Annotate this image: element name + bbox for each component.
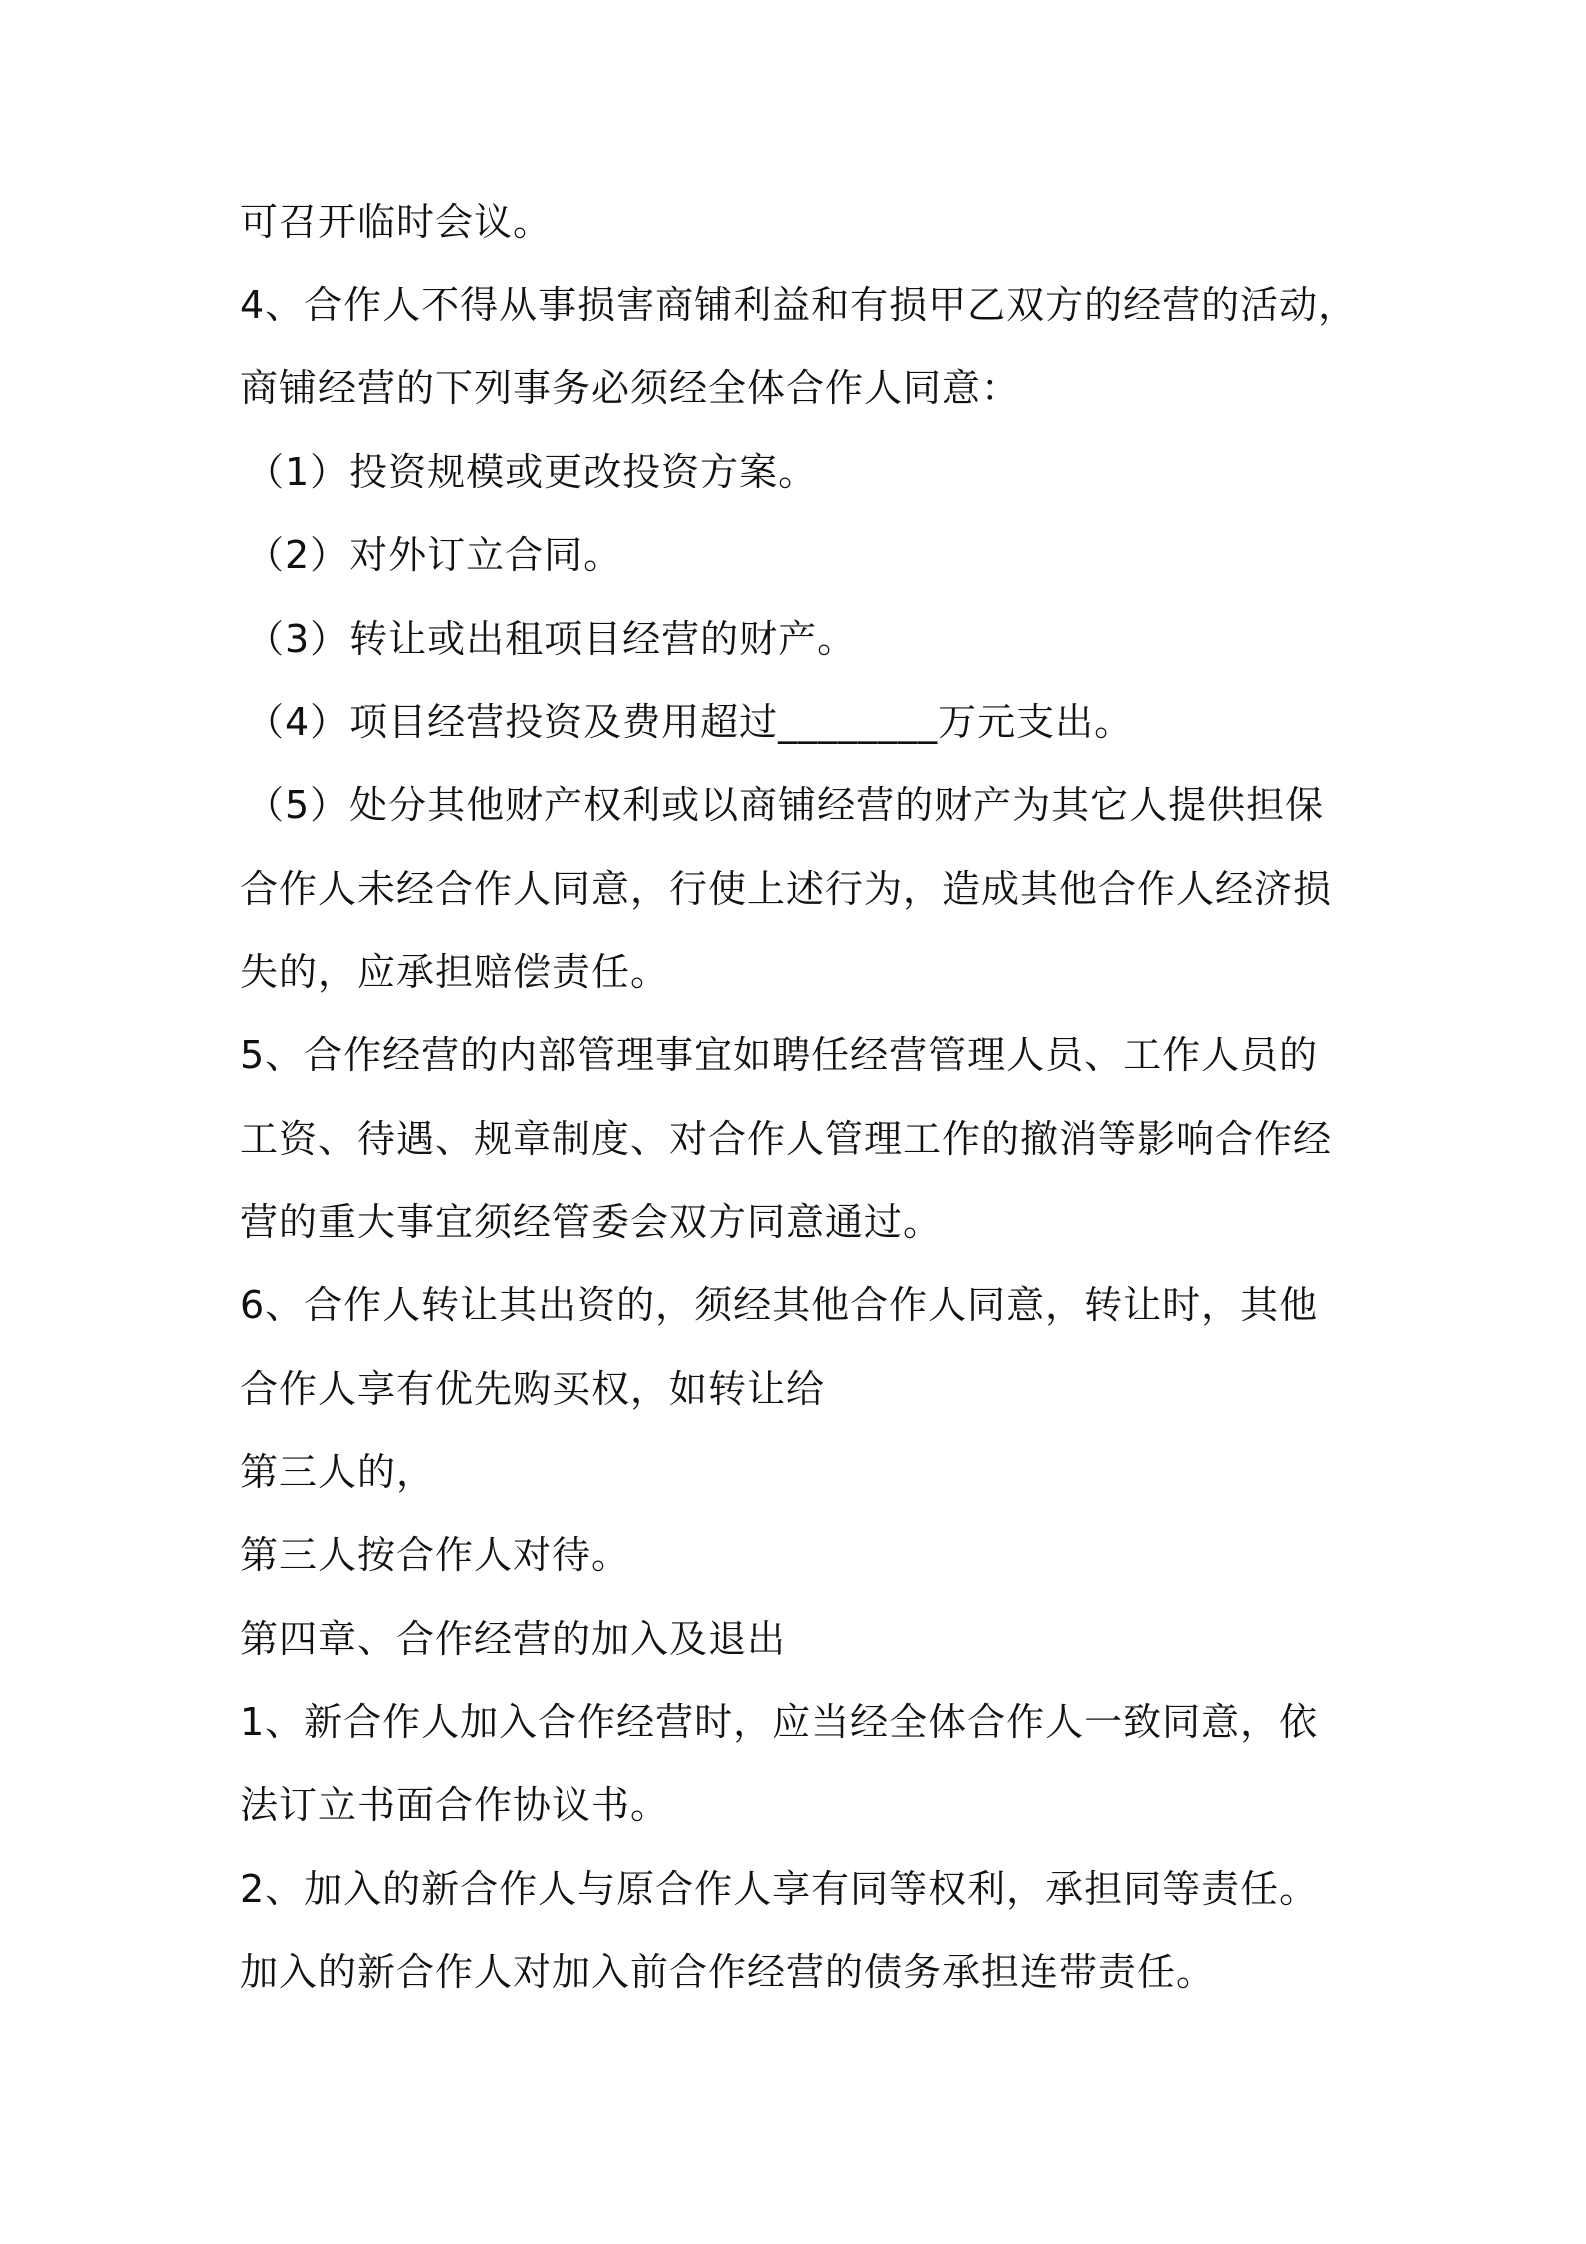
text-line: 合作人未经合作人同意，行使上述行为，造成其他合作人经济损 xyxy=(240,867,1333,911)
text-line: 可召开临时会议。 xyxy=(240,200,553,244)
list-item: （1）投资规模或更改投资方案。 xyxy=(246,450,818,494)
text-line: 5、合作经营的内部管理事宜如聘任经营管理人员、工作人员的 xyxy=(240,1033,1319,1077)
text-line: 第三人按合作人对待。 xyxy=(240,1533,631,1577)
list-item: （5）处分其他财产权利或以商铺经营的财产为其它人提供担保 xyxy=(246,783,1325,827)
text-line: 合作人享有优先购买权，如转让给 xyxy=(240,1367,826,1411)
list-item: （4）项目经营投资及费用超过________万元支出。 xyxy=(246,700,1134,744)
text-line: 法订立书面合作协议书。 xyxy=(240,1783,670,1827)
text-line: 失的，应承担赔偿责任。 xyxy=(240,950,670,994)
text-line: 加入的新合作人对加入前合作经营的债务承担连带责任。 xyxy=(240,1950,1216,1994)
text-line: 营的重大事宜须经管委会双方同意通过。 xyxy=(240,1200,943,1244)
list-item: （2）对外订立合同。 xyxy=(246,533,623,577)
list-item: （3）转让或出租项目经营的财产。 xyxy=(246,617,857,661)
chapter-heading: 第四章、合作经营的加入及退出 xyxy=(240,1617,787,1661)
text-line: 2、加入的新合作人与原合作人享有同等权利，承担同等责任。 xyxy=(240,1867,1319,1911)
text-line: 第三人的， xyxy=(240,1450,436,1494)
text-line: 6、合作人转让其出资的，须经其他合作人同意，转让时，其他 xyxy=(240,1283,1319,1327)
text-line: 4、合作人不得从事损害商铺利益和有损甲乙双方的经营的活动， xyxy=(240,283,1358,327)
text-line: 1、新合作人加入合作经营时，应当经全体合作人一致同意，依 xyxy=(240,1700,1319,1744)
text-line: 工资、待遇、规章制度、对合作人管理工作的撤消等影响合作经 xyxy=(240,1117,1333,1161)
text-line: 商铺经营的下列事务必须经全体合作人同意： xyxy=(240,366,1021,410)
